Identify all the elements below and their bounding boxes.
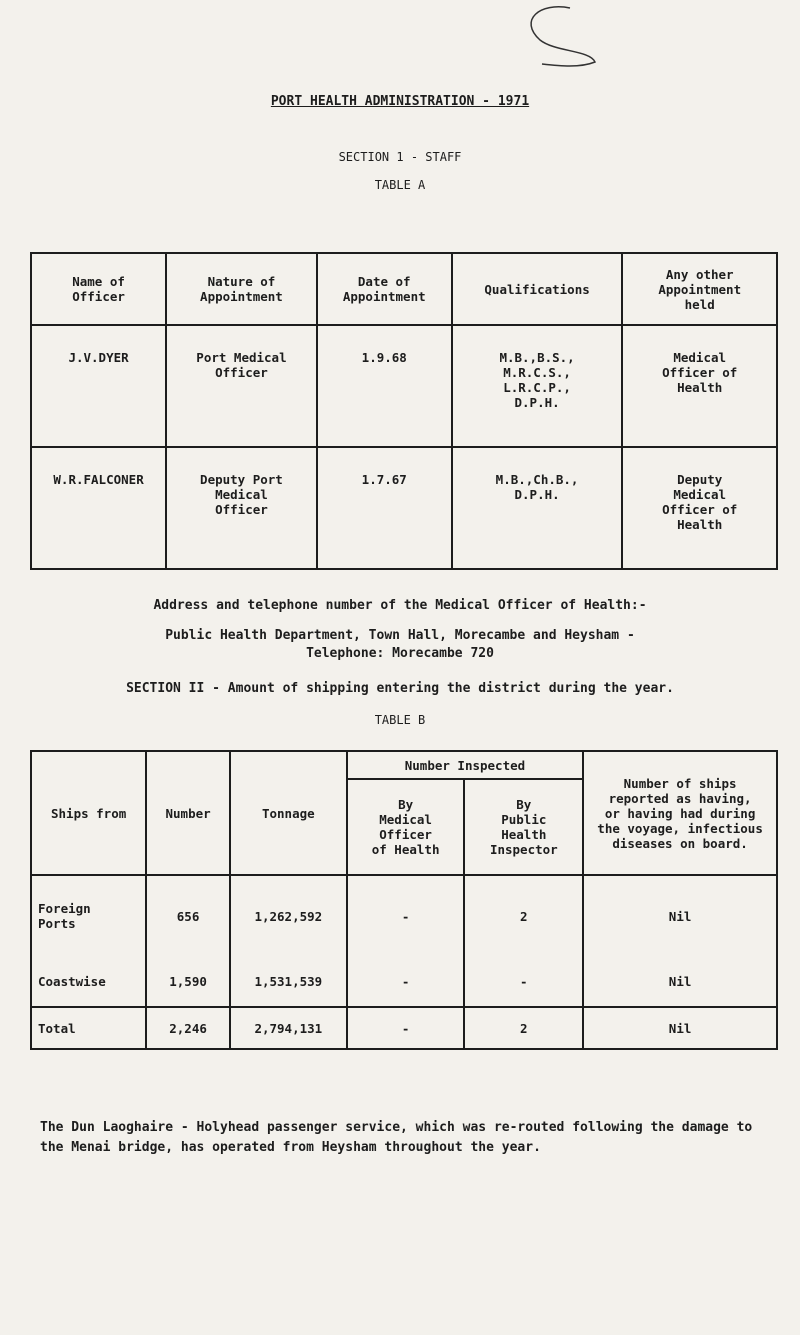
table-row [31, 325, 777, 447]
cell-tonnage: 1,531,539 [230, 956, 347, 1007]
cell-name: J.V.DYER [31, 325, 166, 447]
cell-qualifications: M.B.,B.S., M.R.C.S., L.R.C.P., D.P.H. [452, 325, 623, 447]
document-title: PORT HEALTH ADMINISTRATION - 1971 [270, 94, 530, 109]
header-name-of-officer: Name of Officer [31, 253, 166, 325]
table-total-row [31, 1007, 777, 1049]
cell-other-appointment: Medical Officer of Health [622, 325, 777, 447]
cell-total-number: 2,246 [146, 1007, 230, 1049]
header-number-inspected: Number Inspected [347, 751, 583, 779]
table-row [31, 956, 777, 1007]
section-1-heading: SECTION 1 - STAFF [338, 150, 462, 164]
cell-by-phi: 2 [464, 875, 583, 956]
section-2-heading: SECTION II - Amount of shipping entering the district during the year. [126, 681, 674, 696]
address-line-1: Public Health Department, Town Hall, Morecambe and Heysham - [165, 628, 635, 643]
header-qualifications: Qualifications [452, 253, 623, 325]
header-number: Number [146, 751, 230, 875]
cell-reported: Nil [583, 875, 777, 956]
shipping-table [30, 750, 778, 1050]
cell-total-by-moh: - [347, 1007, 465, 1049]
cell-by-phi: - [464, 956, 583, 1007]
header-date-of-appointment: Date of Appointment [317, 253, 452, 325]
header-other-appointment: Any other Appointment held [622, 253, 777, 325]
address-heading: Address and telephone number of the Medical Officer of Health:- [153, 598, 647, 613]
header-nature-of-appointment: Nature of Appointment [166, 253, 317, 325]
staff-table [30, 252, 778, 570]
table-header-row [31, 751, 777, 779]
cell-total-reported: Nil [583, 1007, 777, 1049]
cell-date: 1.9.68 [317, 325, 452, 447]
ink-flourish-mark [500, 0, 600, 70]
header-infectious-reported: Number of ships reported as having, or having had during the voyage, infectious diseases on board. [583, 751, 777, 875]
table-a-title: TABLE A [374, 178, 426, 192]
header-tonnage: Tonnage [230, 751, 347, 875]
table-row [31, 875, 777, 956]
cell-appointment: Deputy Port Medical Officer [166, 447, 317, 569]
header-ships-from: Ships from [31, 751, 146, 875]
cell-total-by-phi: 2 [464, 1007, 583, 1049]
cell-qualifications: M.B.,Ch.B., D.P.H. [452, 447, 623, 569]
cell-ships-from: Foreign Ports [31, 875, 146, 956]
cell-number: 1,590 [146, 956, 230, 1007]
table-row [31, 447, 777, 569]
cell-by-moh: - [347, 956, 465, 1007]
cell-number: 656 [146, 875, 230, 956]
cell-ships-from: Coastwise [31, 956, 146, 1007]
header-by-medical-officer: By Medical Officer of Health [347, 779, 465, 875]
header-by-health-inspector: By Public Health Inspector [464, 779, 583, 875]
cell-other-appointment: Deputy Medical Officer of Health [622, 447, 777, 569]
table-b-title: TABLE B [374, 713, 426, 727]
cell-by-moh: - [347, 875, 465, 956]
cell-total-label: Total [31, 1007, 146, 1049]
cell-reported: Nil [583, 956, 777, 1007]
footnote: The Dun Laoghaire - Holyhead passenger service, which was re-routed following the damage to the Menai bridge, has operated from Heysham throughout the year. [40, 1120, 753, 1155]
table-header-row [31, 253, 777, 325]
cell-name: W.R.FALCONER [31, 447, 166, 569]
cell-date: 1.7.67 [317, 447, 452, 569]
cell-appointment: Port Medical Officer [166, 325, 317, 447]
address-line-2: Telephone: Morecambe 720 [306, 646, 494, 661]
cell-total-tonnage: 2,794,131 [230, 1007, 347, 1049]
cell-tonnage: 1,262,592 [230, 875, 347, 956]
